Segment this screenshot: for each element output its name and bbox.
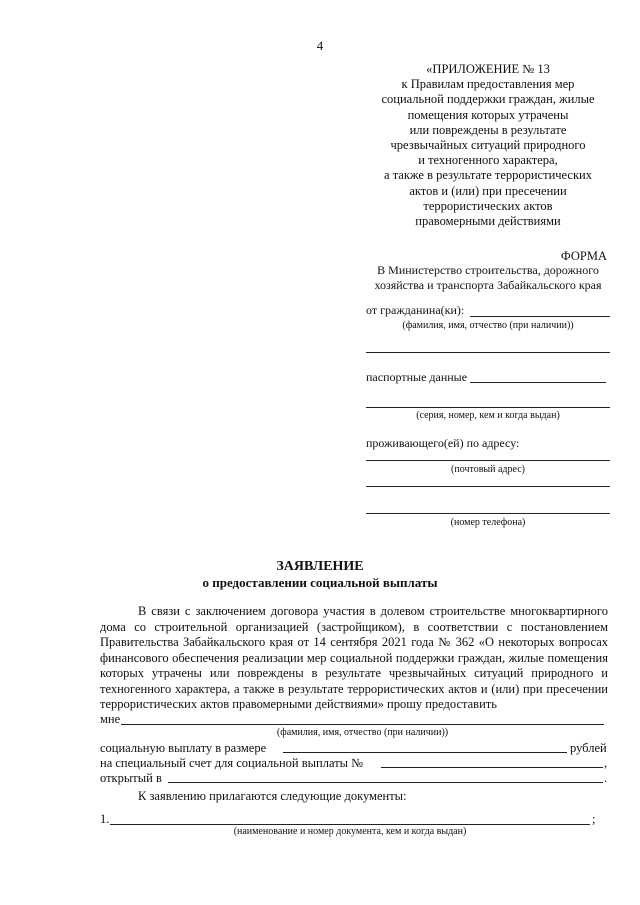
appendix-block	[368, 62, 608, 229]
statement-title: ЗАЯВЛЕНИЕ	[276, 559, 364, 574]
passport-input-line[interactable]	[470, 382, 606, 383]
amount-label: социальную выплату в размере	[100, 741, 267, 755]
passport-caption: (серия, номер, кем и когда выдан)	[416, 410, 560, 421]
appendix-line: актов и (или) при пресечении	[409, 183, 567, 198]
doc-caption: (наименование и номер документа, кем и когда выдан)	[233, 826, 467, 837]
statement-paragraph: В связи с заключением договора участия в долевом строительстве многоквартирного дома со строительной организацией (застройщиком), в соответствии с постановлением Правительства Забайкальского края от 14 сентября 2021 года № 362 «О некоторых вопросах финансового обеспечения реализации мер социальной поддержки граждан, жилые помещения которых утрачены или повреждены в результате чрезвычайных ситуаций природного и техногенного характера, а также в результате террористических актов и (или) при пресечении террористических актов правомерными действиями» прошу предоставить	[100, 604, 608, 711]
addressee-line: хозяйства и транспорта Забайкальского края	[374, 277, 602, 292]
passport-label: паспортные данные	[366, 370, 468, 384]
me-caption: (фамилия, имя, отчество (при наличии))	[276, 727, 449, 738]
page-number: 4	[316, 38, 324, 53]
appendix-line: помещения которых утрачены	[407, 107, 569, 122]
name-input-line[interactable]	[470, 316, 610, 317]
appendix-line: к Правилам предоставления мер	[401, 77, 575, 92]
doc-item-end: ;	[592, 812, 596, 826]
doc-input-line[interactable]	[110, 824, 590, 825]
phone-caption: (номер телефона)	[450, 517, 526, 528]
opened-input-line[interactable]	[168, 782, 603, 783]
appendix-title: «ПРИЛОЖЕНИЕ № 13	[426, 62, 550, 76]
phone-input-line[interactable]	[366, 513, 610, 514]
me-label: мне	[100, 712, 121, 726]
account-input-line[interactable]	[381, 767, 603, 768]
docs-intro: К заявлению прилагаются следующие документы:	[138, 789, 407, 803]
amount-unit: рублей	[570, 741, 607, 755]
statement-subtitle: о предоставлении социальной выплаты	[202, 575, 438, 590]
form-label: ФОРМА	[560, 249, 607, 263]
statement-body	[100, 604, 608, 713]
appendix-line: социальной поддержки граждан, жилые	[381, 92, 595, 107]
address-caption: (почтовый адрес)	[451, 464, 525, 475]
appendix-line: или повреждены в результате	[409, 122, 567, 137]
amount-input-line[interactable]	[283, 752, 567, 753]
appendix-line: правомерными действиями	[415, 214, 561, 229]
address-label: проживающего(ей) по адресу:	[366, 436, 520, 450]
me-input-line[interactable]	[121, 724, 604, 725]
passport-input-line-2[interactable]	[366, 407, 610, 408]
appendix-line: и техногенного характера,	[418, 153, 558, 168]
opened-end: .	[604, 771, 608, 785]
name-caption: (фамилия, имя, отчество (при наличии))	[402, 320, 574, 331]
address-input-line[interactable]	[366, 460, 610, 461]
addressee-block	[366, 263, 610, 292]
from-label: от гражданина(ки):	[366, 303, 465, 317]
appendix-line: террористических актов	[423, 198, 553, 213]
account-end: ,	[604, 756, 608, 770]
name-input-line-2[interactable]	[366, 352, 610, 353]
address-input-line-2[interactable]	[366, 486, 610, 487]
opened-label: открытый в	[100, 771, 162, 785]
appendix-line: а также в результате террористических	[384, 168, 592, 183]
doc-item-number: 1.	[100, 812, 110, 826]
account-label: на специальный счет для социальной выплаты №	[100, 756, 364, 770]
appendix-line: чрезвычайных ситуаций природного	[390, 138, 586, 153]
addressee-line: В Министерство строительства, дорожного	[377, 263, 599, 277]
